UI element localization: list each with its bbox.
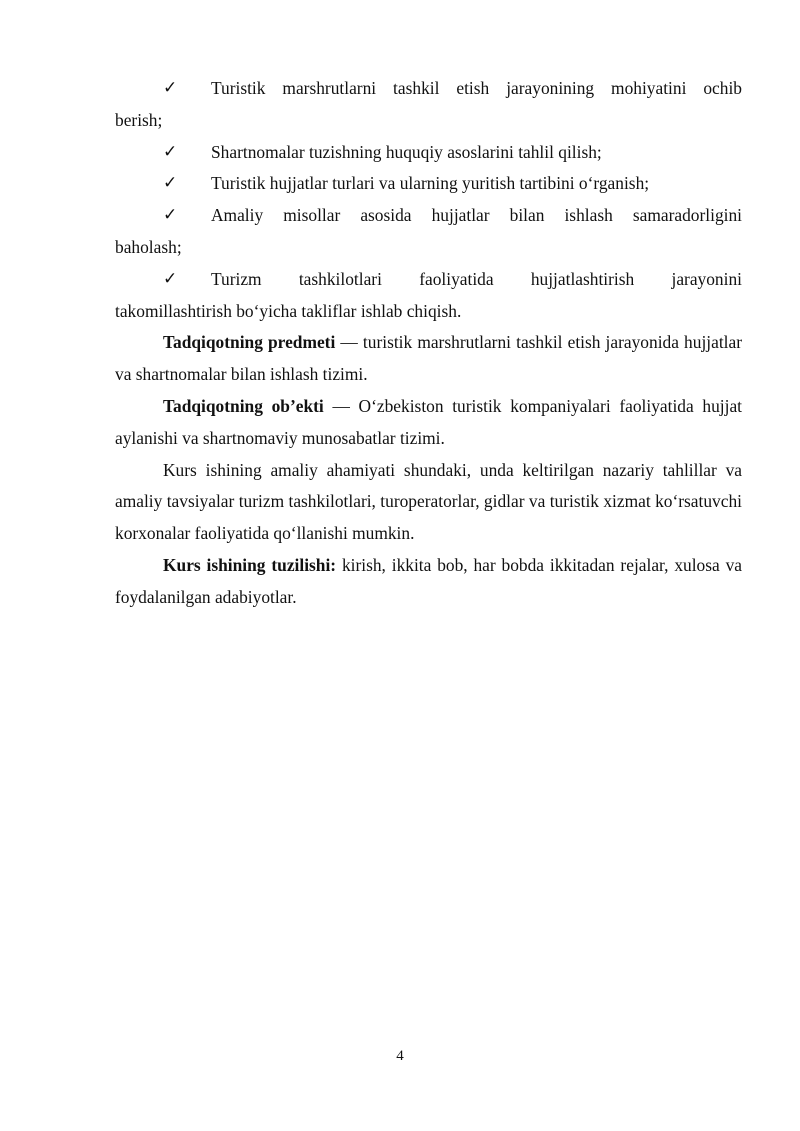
research-subject-label: Tadqiqotning predmeti xyxy=(163,332,336,353)
page-number: 4 xyxy=(396,1048,404,1064)
task-text-continued: berish; xyxy=(115,109,163,130)
checkmark-icon: ✓ xyxy=(163,173,178,194)
page-content xyxy=(115,73,742,614)
task-text-continued: baholash; xyxy=(115,236,182,257)
checkmark-icon: ✓ xyxy=(163,205,178,226)
task-item-2 xyxy=(115,137,742,169)
task-text: Turizm tashkilotlari faoliyatida hujjatlashtirish jarayonini xyxy=(211,268,742,289)
practical-significance-paragraph: Kurs ishining amaliy ahamiyati shundaki, unda keltirilgan nazariy tahlillar va amaliy tavsiyalar turizm tashkilotlari, turoperatorlar, gidlar va turistik xizmat ko‘rsatuvchi korxonalar faoliyatida qo‘llanishi mumkin. xyxy=(115,459,742,544)
task-text: Turistik hujjatlar turlari va ularning yuritish tartibini o‘rganish; xyxy=(211,173,650,194)
research-object-paragraph xyxy=(115,391,742,455)
checkmark-icon: ✓ xyxy=(163,78,178,98)
checkmark-icon: ✓ xyxy=(163,141,178,162)
task-item-3 xyxy=(115,168,742,200)
research-object-label: Tadqiqotning ob’ekti xyxy=(163,395,324,416)
structure-paragraph xyxy=(115,550,742,614)
task-text: Shartnomalar tuzishning huquqiy asoslarini tahlil qilish; xyxy=(211,141,602,162)
task-text-continued: takomillashtirish bo‘yicha takliflar ishlab chiqish. xyxy=(115,300,462,321)
task-item-1 xyxy=(115,73,742,137)
task-item-5 xyxy=(115,264,742,328)
structure-text: kirish, ikkita bob, har bobda ikkitadan rejalar, xulosa va foydalanilgan adabiyotlar. xyxy=(115,554,742,607)
checkmark-icon: ✓ xyxy=(163,268,178,289)
structure-label: Kurs ishining tuzilishi: xyxy=(163,554,337,575)
task-text: Amaliy misollar asosida hujjatlar bilan ishlash samaradorligini xyxy=(211,205,742,226)
task-item-4 xyxy=(115,200,742,264)
task-text: Turistik marshrutlarni tashkil etish jarayonining mohiyatini ochib xyxy=(211,78,742,98)
research-subject-text: — turistik marshrutlarni tashkil etish jarayonida hujjatlar va shartnomalar bilan ishlash tizimi. xyxy=(115,332,743,385)
research-object-text: — O‘zbekiston turistik kompaniyalari faoliyatida hujjat aylanishi va shartnomaviy munosabatlar tizimi. xyxy=(115,395,742,448)
research-subject-paragraph xyxy=(115,327,742,391)
